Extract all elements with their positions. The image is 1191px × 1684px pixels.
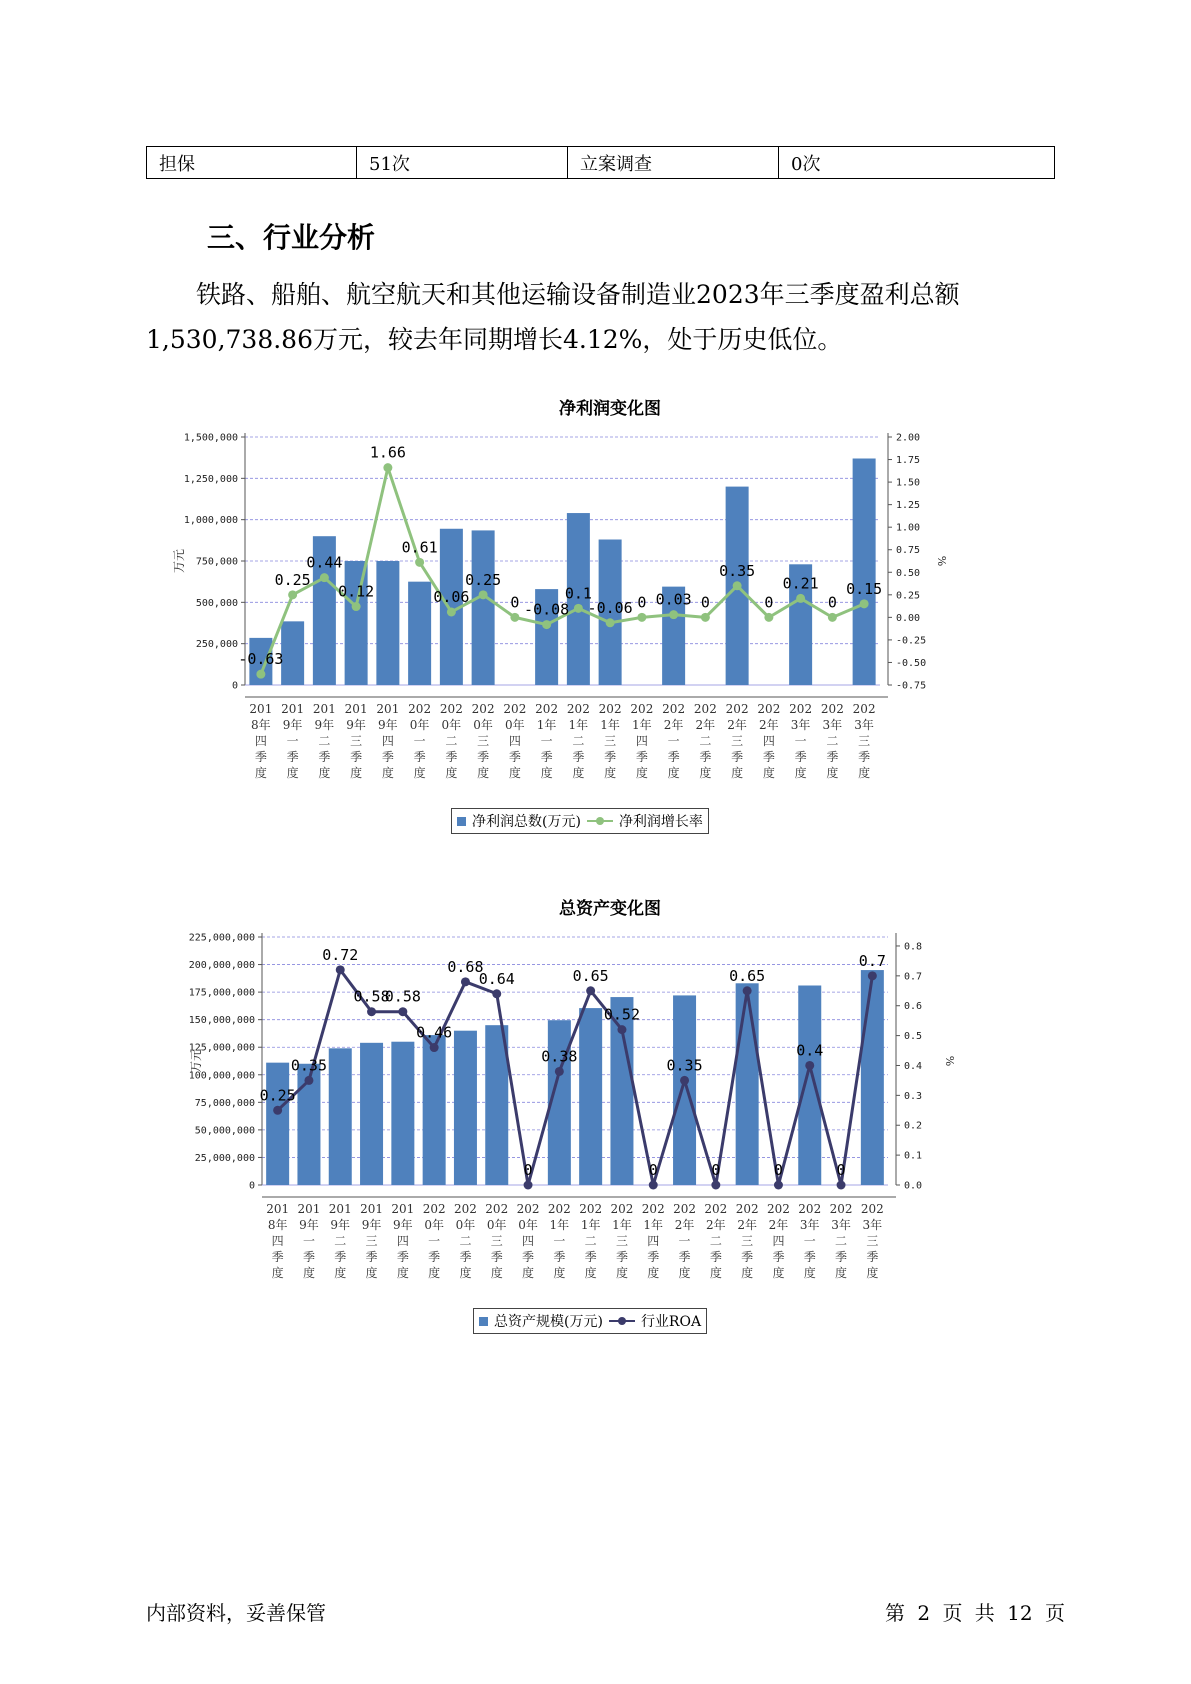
x-tick-label: 202 0年二季度 xyxy=(439,702,463,780)
line-point xyxy=(415,558,424,567)
line-point xyxy=(461,977,470,986)
data-label: 0.58 xyxy=(384,987,421,1006)
y2-tick-label: 0.50 xyxy=(896,567,921,579)
y2-tick-label: 0.0 xyxy=(904,1180,923,1192)
line-point xyxy=(701,613,710,622)
y-tick-label: 0 xyxy=(248,1180,255,1192)
bar xyxy=(391,1042,414,1185)
bar xyxy=(329,1048,352,1185)
line-point xyxy=(796,594,805,603)
y2-tick-label: 0.1 xyxy=(904,1150,923,1162)
line-point xyxy=(430,1043,439,1052)
line-point xyxy=(492,989,501,998)
footer-page-number: 第 2 页 共 12 页 xyxy=(885,1601,1065,1625)
x-tick-label: 202 3年三季度 xyxy=(860,1202,884,1280)
y-tick-label: 500,000 xyxy=(195,597,238,609)
footer-confidential: 内部资料，妥善保管 xyxy=(146,1601,326,1625)
line-point xyxy=(805,1061,814,1070)
data-label: 0 xyxy=(637,593,647,612)
y2-tick-label: 0.3 xyxy=(904,1090,923,1102)
line-point xyxy=(304,1076,313,1085)
x-tick-label: 202 1年一季度 xyxy=(535,702,559,780)
line-point xyxy=(764,613,773,622)
chart-legend xyxy=(473,1308,707,1334)
data-label: 0.35 xyxy=(666,1056,703,1075)
x-tick-label: 202 1年三季度 xyxy=(610,1202,634,1280)
line-point xyxy=(649,1181,658,1190)
y-tick-label: 100,000,000 xyxy=(188,1070,255,1082)
y-tick-label: 1,500,000 xyxy=(183,432,238,444)
y-tick-label: 0 xyxy=(231,680,238,692)
y-tick-label: 25,000,000 xyxy=(194,1152,255,1164)
y-tick-label: 225,000,000 xyxy=(188,932,255,944)
x-tick-label: 202 1年二季度 xyxy=(579,1202,603,1280)
x-tick-label: 202 0年四季度 xyxy=(516,1202,540,1280)
y2-axis-label: % xyxy=(943,1055,956,1067)
data-label: 0.35 xyxy=(719,561,756,580)
line-point xyxy=(555,1067,564,1076)
y-axis-label: 万元 xyxy=(189,1048,203,1074)
x-tick-label: 202 0年四季度 xyxy=(503,702,527,780)
x-tick-label: 202 1年四季度 xyxy=(641,1202,665,1280)
x-tick-label: 202 1年二季度 xyxy=(566,702,590,780)
line-point xyxy=(510,613,519,622)
y2-tick-label: 0.75 xyxy=(896,545,921,557)
bar xyxy=(266,1063,289,1185)
data-label: 0.68 xyxy=(447,957,484,976)
line-point xyxy=(479,590,488,599)
data-label: 0.64 xyxy=(478,969,515,988)
x-tick-label: 202 2年三季度 xyxy=(735,1202,759,1280)
line-point xyxy=(669,610,678,619)
y2-tick-label: 1.50 xyxy=(896,477,921,489)
line-point xyxy=(743,986,752,995)
x-tick-label: 201 9年三季度 xyxy=(344,702,368,780)
x-tick-label: 202 0年二季度 xyxy=(453,1202,477,1280)
bar xyxy=(673,995,696,1185)
data-label: 0.46 xyxy=(416,1023,453,1042)
y2-tick-label: 0.00 xyxy=(896,612,921,624)
data-label: 0.72 xyxy=(322,945,359,964)
data-label: 0 xyxy=(764,593,774,612)
x-tick-label: 202 2年三季度 xyxy=(725,702,749,780)
data-label: 0.4 xyxy=(796,1041,824,1060)
line-point xyxy=(336,965,345,974)
bar xyxy=(853,458,876,685)
legend-label: 总资产规模(万元) xyxy=(494,1314,603,1330)
x-tick-label: 202 1年三季度 xyxy=(598,702,622,780)
y2-tick-label: 1.75 xyxy=(896,455,921,467)
x-tick-label: 202 3年三季度 xyxy=(852,702,876,780)
paragraph-text: 铁路、船舶、航空航天和其他运输设备制造业2023年三季度盈利总额1,530,738.86万元，较去年同期增长4.12%，处于历史低位。 xyxy=(146,280,960,354)
data-label: 0 xyxy=(836,1161,846,1179)
table-cell: 51次 xyxy=(357,147,568,179)
y-tick-label: 1,250,000 xyxy=(183,473,238,485)
y-tick-label: 50,000,000 xyxy=(194,1125,255,1137)
bar xyxy=(360,1043,383,1185)
y2-tick-label: 2.00 xyxy=(896,432,921,444)
y-tick-label: 125,000,000 xyxy=(188,1042,255,1054)
data-label: 0.25 xyxy=(274,570,311,589)
line-point xyxy=(586,986,595,995)
bar xyxy=(796,985,824,1185)
line-point xyxy=(542,620,551,629)
data-label: 0 xyxy=(711,1161,721,1179)
y2-tick-label: -0.75 xyxy=(896,680,927,692)
x-tick-label: 201 9年一季度 xyxy=(297,1202,321,1280)
data-label: 0.06 xyxy=(433,587,470,606)
line-point xyxy=(733,581,742,590)
data-label: 0.65 xyxy=(729,966,766,985)
line-point xyxy=(774,1181,783,1190)
line-point xyxy=(606,618,615,627)
y-tick-label: 75,000,000 xyxy=(194,1097,255,1109)
y-tick-label: 750,000 xyxy=(195,556,238,568)
bar xyxy=(861,970,884,1185)
y2-tick-label: 0.25 xyxy=(896,590,921,602)
chart-title: 净利润变化图 xyxy=(559,399,661,419)
y2-axis-label: % xyxy=(935,555,948,567)
line-point xyxy=(288,590,297,599)
x-tick-label: 202 3年二季度 xyxy=(820,702,844,780)
data-label: 0.12 xyxy=(338,582,375,601)
x-tick-label: 202 2年四季度 xyxy=(766,1202,790,1280)
line-point xyxy=(398,1007,407,1016)
chart-title: 总资产变化图 xyxy=(559,899,661,919)
line-point xyxy=(711,1181,720,1190)
line-point xyxy=(828,613,837,622)
line-point xyxy=(367,1007,376,1016)
net-profit-chart xyxy=(170,392,1050,847)
line-point xyxy=(524,1181,533,1190)
data-label: -0.06 xyxy=(587,598,633,617)
x-tick-label: 201 9年一季度 xyxy=(281,702,305,780)
x-tick-label: 201 9年三季度 xyxy=(360,1202,384,1280)
x-tick-label: 202 0年三季度 xyxy=(471,702,495,780)
data-label: 0 xyxy=(648,1161,658,1179)
line-point xyxy=(860,599,869,608)
y-tick-label: 200,000,000 xyxy=(188,960,255,972)
x-tick-label: 201 9年四季度 xyxy=(391,1202,415,1280)
x-tick-label: 202 0年三季度 xyxy=(485,1202,509,1280)
table-cell: 立案调查 xyxy=(568,147,779,179)
y2-tick-label: -0.25 xyxy=(896,635,927,647)
body-paragraph xyxy=(146,272,1055,362)
x-tick-label: 202 3年一季度 xyxy=(789,702,813,780)
y2-tick-label: 0.7 xyxy=(904,971,923,983)
data-label: 0.15 xyxy=(846,579,883,598)
bar xyxy=(579,1008,602,1185)
data-label: -0.08 xyxy=(524,600,570,619)
y2-tick-label: 0.5 xyxy=(904,1031,923,1043)
x-tick-label: 201 8年四季度 xyxy=(249,702,273,780)
table-cell: 担保 xyxy=(147,147,357,179)
line-point xyxy=(383,463,392,472)
line-point xyxy=(680,1076,689,1085)
y2-tick-label: 1.00 xyxy=(896,522,921,534)
line-point xyxy=(320,573,329,582)
y2-tick-label: 0.2 xyxy=(904,1120,923,1132)
y2-tick-label: 1.25 xyxy=(896,500,921,512)
legend-label: 净利润增长率 xyxy=(618,814,703,830)
bar xyxy=(281,621,304,685)
bar xyxy=(423,1035,446,1185)
line-point xyxy=(273,1106,282,1115)
y-tick-label: 150,000,000 xyxy=(188,1015,255,1027)
data-label: 0.38 xyxy=(541,1047,578,1066)
bar xyxy=(376,561,399,685)
data-label: 0.7 xyxy=(858,951,886,970)
data-label: 0.25 xyxy=(465,570,502,589)
legend-label: 净利润总数(万元) xyxy=(472,814,581,830)
y-axis-label: 万元 xyxy=(172,548,186,574)
data-label: 0.61 xyxy=(401,538,438,557)
line-point xyxy=(256,670,265,679)
x-tick-label: 202 2年二季度 xyxy=(693,702,717,780)
x-tick-label: 202 1年一季度 xyxy=(547,1202,571,1280)
line-point xyxy=(617,1025,626,1034)
y-tick-label: 1,000,000 xyxy=(183,515,238,527)
line-point xyxy=(868,971,877,980)
data-label: 1.66 xyxy=(369,443,406,462)
data-label: 0 xyxy=(773,1161,783,1179)
x-tick-label: 201 9年二季度 xyxy=(328,1202,352,1280)
x-tick-label: 202 3年一季度 xyxy=(798,1202,822,1280)
total-assets-chart-plot xyxy=(170,922,1050,1342)
line-point xyxy=(574,604,583,613)
legend-line-swatch xyxy=(609,1316,635,1326)
x-tick-label: 201 9年四季度 xyxy=(376,702,400,780)
data-label: 0 xyxy=(700,593,710,612)
x-tick-label: 201 8年四季度 xyxy=(266,1202,290,1280)
x-tick-label: 202 2年四季度 xyxy=(757,702,781,780)
data-label: 0.44 xyxy=(306,553,343,572)
data-label: 0.52 xyxy=(603,1005,641,1024)
line-point xyxy=(837,1181,846,1190)
line-point xyxy=(352,602,361,611)
data-label: 0.25 xyxy=(259,1086,296,1105)
line-point xyxy=(447,607,456,616)
section-title: 三、行业分析 xyxy=(207,221,376,254)
legend-bar-swatch xyxy=(457,817,466,826)
bar xyxy=(454,1031,477,1185)
bar xyxy=(408,582,431,685)
data-label: 0.58 xyxy=(353,987,390,1006)
data-label: 0.1 xyxy=(564,584,592,603)
y-tick-label: 250,000 xyxy=(195,639,238,651)
bar xyxy=(472,530,495,685)
total-assets-chart xyxy=(170,892,1050,1347)
x-tick-label: 201 9年二季度 xyxy=(312,702,336,780)
y-tick-label: 175,000,000 xyxy=(188,987,255,999)
x-tick-label: 202 0年一季度 xyxy=(408,702,432,780)
y2-tick-label: -0.50 xyxy=(896,657,927,669)
data-label: 0.35 xyxy=(290,1056,328,1075)
data-label: 0.03 xyxy=(655,590,692,609)
data-label: 0 xyxy=(827,593,837,612)
net-profit-chart-plot xyxy=(170,422,1050,842)
chart-legend xyxy=(451,808,709,834)
legend-line-swatch xyxy=(587,816,613,826)
y2-tick-label: 0.8 xyxy=(904,941,923,953)
data-label: -0.63 xyxy=(238,650,284,669)
legend-bar-swatch xyxy=(479,1317,488,1326)
table-cell: 0次 xyxy=(779,147,1055,179)
x-tick-label: 202 3年二季度 xyxy=(829,1202,853,1280)
data-label: 0.21 xyxy=(782,574,819,593)
x-tick-label: 202 0年一季度 xyxy=(422,1202,446,1280)
legend-label: 行业ROA xyxy=(640,1314,702,1330)
bar xyxy=(736,983,759,1185)
x-tick-label: 202 2年一季度 xyxy=(662,702,686,780)
data-label: 0.65 xyxy=(572,966,609,985)
table-row xyxy=(147,147,1055,179)
y2-tick-label: 0.4 xyxy=(904,1060,923,1072)
bar xyxy=(345,561,368,685)
y2-tick-label: 0.6 xyxy=(904,1001,923,1013)
x-tick-label: 202 1年四季度 xyxy=(630,702,654,780)
info-table xyxy=(146,146,1055,179)
data-label: 0 xyxy=(523,1161,533,1179)
x-tick-label: 202 2年二季度 xyxy=(704,1202,728,1280)
line-point xyxy=(637,613,646,622)
x-tick-label: 202 2年一季度 xyxy=(673,1202,697,1280)
data-label: 0 xyxy=(510,593,520,612)
